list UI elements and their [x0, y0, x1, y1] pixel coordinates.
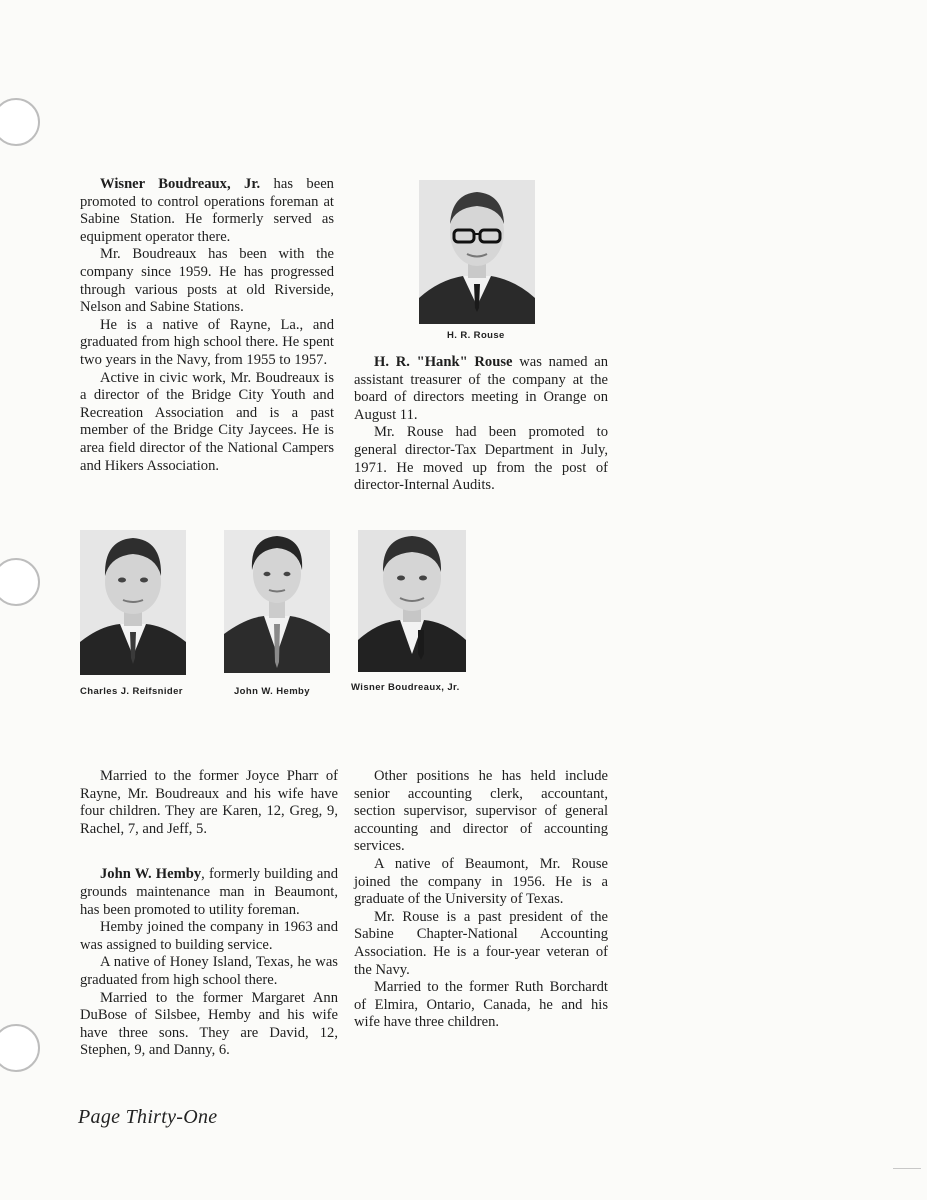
boudreaux-paragraph-3: He is a native of Rayne, La., and graduated from high school there. He spent two years in the Navy, from 1955 to 1957.: [80, 316, 334, 368]
rouse-paragraph-3: Other positions he has held include senior accounting clerk, accountant, section supervisor, supervisor of general accounting and director of accounting services.: [354, 768, 608, 855]
edge-mark: [893, 1168, 921, 1169]
rouse-paragraph-2: Mr. Rouse had been promoted to general director-Tax Department in July, 1971. He moved up from the post of director-Internal Audits.: [354, 424, 608, 494]
hemby-paragraph-2: Hemby joined the company in 1963 and was assigned to building service.: [80, 919, 338, 953]
lower-right-column: [354, 768, 608, 1032]
reifsnider-photo: [80, 530, 186, 675]
rouse-paragraph-1: H. R. "Hank" Rouse was named an assistant treasurer of the company at the board of directors meeting in Orange on August 11.: [354, 354, 608, 423]
boudreaux-paragraph-4: Active in civic work, Mr. Boudreaux is a director of the Bridge City Youth and Recreation Association and is a past member of the Bridge City Jaycees. He is area field director of the National Campers and Hikers Association.: [80, 369, 334, 474]
boudreaux-photo: [358, 530, 466, 672]
hemby-caption: John W. Hemby: [234, 686, 310, 697]
boudreaux-paragraph-2: Mr. Boudreaux has been with the company since 1959. He has progressed through various posts at old Riverside, Nelson and Sabine Stations.: [80, 246, 334, 316]
boudreaux-paragraph-1: Wisner Boudreaux, Jr. has been promoted to control operations foreman at Sabine Station. He formerly served as equipment operator there.: [80, 176, 334, 245]
boudreaux-name: Wisner Boudreaux, Jr.: [100, 176, 261, 192]
hemby-name: John W. Hemby: [100, 866, 202, 883]
hemby-photo: [224, 530, 330, 673]
boudreaux-caption: Wisner Boudreaux, Jr.: [351, 682, 460, 693]
boudreaux-article: [80, 176, 334, 475]
rouse-name: H. R. "Hank" Rouse: [374, 354, 513, 370]
rouse-photo: [419, 180, 535, 324]
hemby-paragraph-1: John W. Hemby, formerly building and grounds maintenance man in Beaumont, has been promoted to utility foreman.: [80, 866, 338, 918]
reifsnider-caption: Charles J. Reifsnider: [80, 686, 183, 697]
binder-hole-middle: [0, 558, 40, 606]
boudreaux-paragraph-5: Married to the former Joyce Pharr of Rayne, Mr. Boudreaux and his wife have four children. They are Karen, 12, Greg, 9, Rachel, 7, and Jeff, 5.: [80, 768, 338, 837]
page-number: Page Thirty-One: [78, 1106, 218, 1128]
binder-hole-bottom: [0, 1024, 40, 1072]
binder-hole-top: [0, 98, 40, 146]
hemby-paragraph-4: Married to the former Margaret Ann DuBose of Silsbee, Hemby and his wife have three sons. They are David, 12, Stephen, 9, and Danny, 6.: [80, 989, 338, 1059]
hemby-paragraph-3: A native of Honey Island, Texas, he was graduated from high school there.: [80, 954, 338, 988]
rouse-paragraph-5: Mr. Rouse is a past president of the Sabine Chapter-National Accounting Association. He is a four-year veteran of the Navy.: [354, 908, 608, 978]
lower-left-column: [80, 768, 338, 1060]
rouse-paragraph-6: Married to the former Ruth Borchardt of Elmira, Ontario, Canada, he and his wife have three children.: [354, 979, 608, 1031]
rouse-article: [354, 354, 608, 495]
rouse-caption: H. R. Rouse: [447, 330, 505, 341]
rouse-paragraph-4: A native of Beaumont, Mr. Rouse joined the company in 1956. He is a graduate of the University of Texas.: [354, 855, 608, 908]
